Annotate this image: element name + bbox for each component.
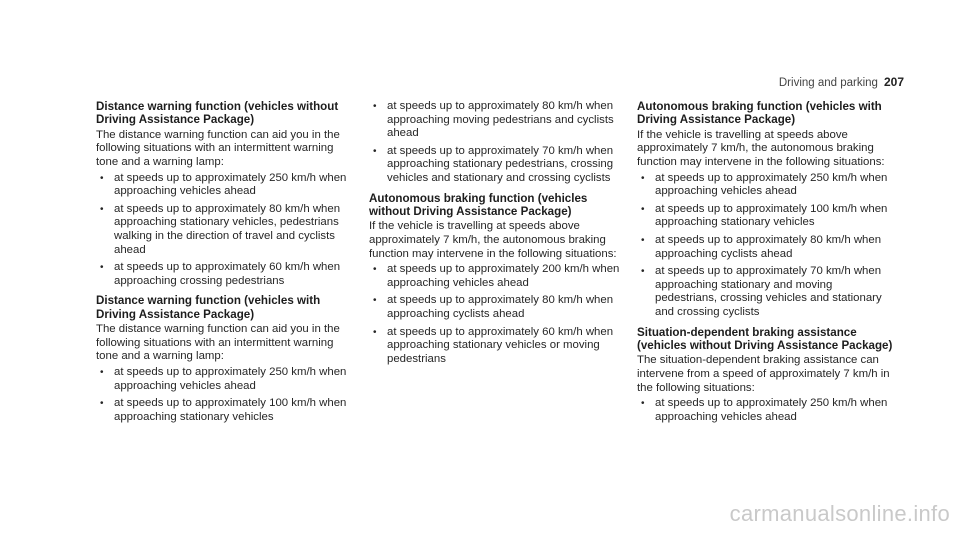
bullet-list — [637, 172, 895, 320]
list-item — [637, 397, 895, 424]
section — [96, 294, 354, 424]
list-item-text: at speeds up to approximately 100 km/h when approaching stationary vehicles — [114, 397, 347, 423]
list-item-text: at speeds up to approximately 250 km/h when approaching vehicles ahead — [655, 397, 888, 423]
list-item-text: at speeds up to approximately 100 km/h when approaching stationary vehicles — [655, 202, 888, 229]
bullet-icon: • — [100, 262, 104, 274]
list-item-text: at speeds up to approximately 80 km/h when approaching stationary vehicles, pedestrians walking in the direction of travel and cyclists ahead — [114, 202, 341, 256]
list-item-text: at speeds up to approximately 200 km/h when approaching vehicles ahead — [387, 263, 620, 289]
section-heading: Autonomous braking function (vehicles without Driving Assistance Package) — [369, 191, 588, 218]
section — [637, 100, 895, 320]
list-item-text: at speeds up to approximately 80 km/h when approaching moving pedestrians and cyclists ahead — [387, 100, 614, 140]
bullet-icon: • — [100, 172, 104, 184]
column-2 — [369, 100, 627, 372]
bullet-list — [637, 397, 895, 424]
list-item-text: at speeds up to approximately 70 km/h when approaching stationary pedestrians, crossing vehicles and stationary and crossing cyclists — [387, 144, 614, 184]
section — [637, 326, 895, 425]
list-item — [637, 203, 895, 230]
list-item — [369, 294, 627, 321]
bullet-icon: • — [100, 203, 104, 215]
section-title: Driving and parking — [778, 77, 878, 89]
column-3 — [637, 100, 895, 430]
list-item — [369, 100, 627, 141]
page-number: 207 — [883, 75, 904, 89]
list-item-text: at speeds up to approximately 60 km/h when approaching stationary vehicles or moving pedestrians — [387, 325, 614, 365]
list-item-text: at speeds up to approximately 80 km/h when approaching cyclists ahead — [655, 233, 882, 260]
list-item — [369, 326, 627, 367]
section-intro: If the vehicle is travelling at speeds above approximately 7 km/h, the autonomous braking function may intervene in the following situations: — [637, 128, 885, 168]
list-item — [96, 261, 354, 288]
section-intro: The distance warning function can aid you in the following situations with an intermittent warning tone and a warning lamp: — [96, 128, 340, 168]
list-item — [96, 366, 354, 393]
list-item-text: at speeds up to approximately 250 km/h when approaching vehicles ahead — [114, 365, 347, 392]
list-item — [637, 172, 895, 199]
section — [369, 100, 627, 186]
section-heading: Distance warning function (vehicles with Driving Assistance Package) — [96, 294, 321, 321]
list-item — [369, 263, 627, 290]
bullet-icon: • — [373, 101, 377, 112]
section — [369, 192, 627, 367]
bullet-icon: • — [641, 203, 645, 215]
section — [96, 100, 354, 288]
list-item — [637, 265, 895, 319]
bullet-icon: • — [373, 264, 377, 276]
section-heading: Distance warning function (vehicles without Driving Assistance Package) — [96, 100, 339, 127]
list-item-text: at speeds up to approximately 70 km/h when approaching stationary and moving pedestrians, crossing vehicles and stationary and crossing cyclists — [655, 265, 882, 318]
bullet-icon: • — [641, 266, 645, 278]
bullet-icon: • — [373, 295, 377, 307]
section-intro: The distance warning function can aid you in the following situations with an intermittent warning tone and a warning lamp: — [96, 323, 340, 363]
bullet-icon: • — [373, 326, 377, 338]
section-heading: Situation-dependent braking assistance (vehicles without Driving Assistance Package) — [637, 325, 893, 352]
list-item — [637, 234, 895, 261]
list-item — [96, 203, 354, 257]
bullet-list — [96, 366, 354, 424]
bullet-list — [369, 100, 627, 186]
bullet-icon: • — [641, 398, 645, 410]
watermark: carmanualsonline.info — [729, 501, 950, 526]
bullet-icon: • — [641, 172, 645, 184]
column-1 — [96, 100, 354, 430]
list-item — [96, 397, 354, 424]
section-intro: If the vehicle is travelling at speeds above approximately 7 km/h, the autonomous braking function may intervene in the following situations: — [369, 220, 617, 260]
section-heading: Autonomous braking function (vehicles with Driving Assistance Package) — [637, 100, 882, 127]
list-item-text: at speeds up to approximately 250 km/h when approaching vehicles ahead — [655, 171, 888, 198]
list-item-text: at speeds up to approximately 60 km/h when approaching crossing pedestrians — [114, 261, 341, 287]
bullet-icon: • — [641, 234, 645, 246]
bullet-icon: • — [100, 366, 104, 378]
bullet-list — [369, 263, 627, 366]
bullet-icon: • — [100, 398, 104, 410]
list-item — [369, 145, 627, 186]
section-intro: The situation-dependent braking assistance can intervene from a speed of approximately 7 km/h in the following situations: — [637, 354, 890, 394]
bullet-list — [96, 172, 354, 289]
list-item — [96, 172, 354, 199]
bullet-icon: • — [373, 145, 377, 157]
page-header — [779, 75, 904, 89]
list-item-text: at speeds up to approximately 80 km/h when approaching cyclists ahead — [387, 294, 614, 320]
list-item-text: at speeds up to approximately 250 km/h when approaching vehicles ahead — [114, 171, 347, 198]
